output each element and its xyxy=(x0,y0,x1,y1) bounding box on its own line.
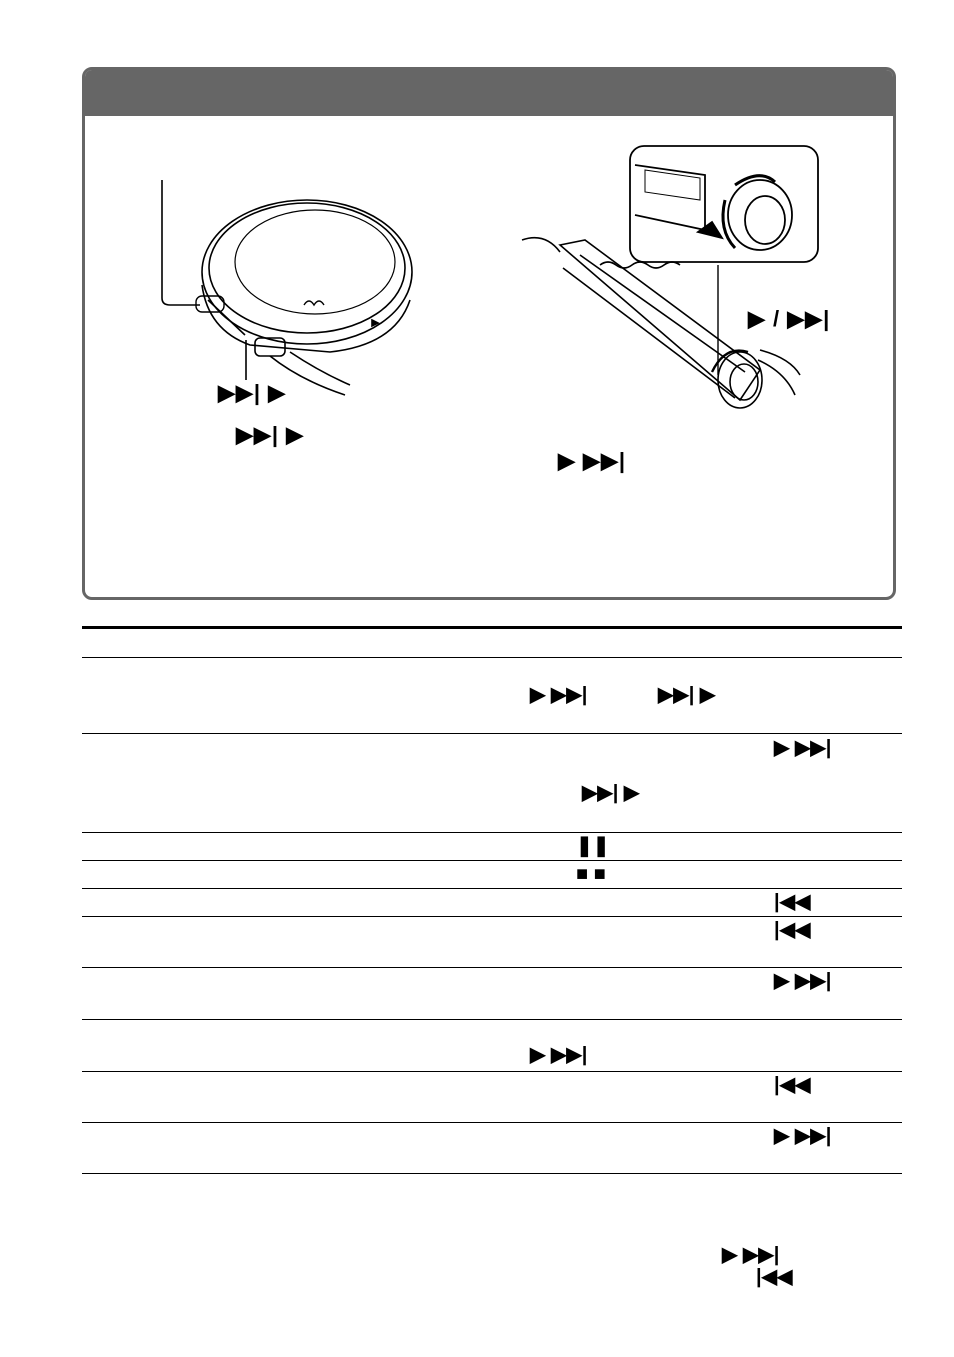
table-row-symbol: |◀◀ xyxy=(774,891,811,913)
remote-play-next-label-2: ▶ ▶▶| xyxy=(558,448,627,473)
table-row-symbol: |◀◀ xyxy=(774,919,811,941)
player-next-play-label: ▶▶| ▶ xyxy=(218,380,287,405)
table-row-symbol: ▶▶| ▶ xyxy=(582,782,640,804)
zoom-inset-drawing xyxy=(630,146,818,262)
table-header-rule xyxy=(82,657,902,658)
table-row-symbol: |◀◀ xyxy=(774,1074,811,1096)
table-row-rule xyxy=(82,916,902,917)
cd-player-drawing xyxy=(162,180,412,395)
table-row-symbol: ▶ ▶▶| xyxy=(774,970,832,992)
table-bottom-rule xyxy=(82,1173,902,1174)
table-row-rule xyxy=(82,1122,902,1123)
player-next-play-label-2: ▶▶| ▶ xyxy=(236,422,305,447)
remote-play-next-label: ▶ / ▶▶| xyxy=(748,306,831,331)
table-row-symbol: ▶ ▶▶| xyxy=(530,684,588,706)
table-row-rule xyxy=(82,733,902,734)
table-row-symbol: ❚❚ xyxy=(576,835,610,857)
table-row-rule xyxy=(82,832,902,833)
table-row-symbol: ▶▶| ▶ xyxy=(658,684,716,706)
table-row-symbol: ▶ ▶▶| xyxy=(774,737,832,759)
footer-symbol: |◀◀ xyxy=(756,1266,793,1288)
footer-symbol: ▶ ▶▶| xyxy=(722,1244,780,1266)
table-row-rule xyxy=(82,967,902,968)
table-row-rule xyxy=(82,1019,902,1020)
table-row-rule xyxy=(82,860,902,861)
table-row-rule xyxy=(82,1071,902,1072)
table-top-rule xyxy=(82,626,902,629)
table-row-symbol: ▶ ▶▶| xyxy=(774,1125,832,1147)
table-row-symbol: ▶ ▶▶| xyxy=(530,1044,588,1066)
table-row-symbol: ■ ■ xyxy=(576,863,606,885)
table-row-rule xyxy=(82,888,902,889)
